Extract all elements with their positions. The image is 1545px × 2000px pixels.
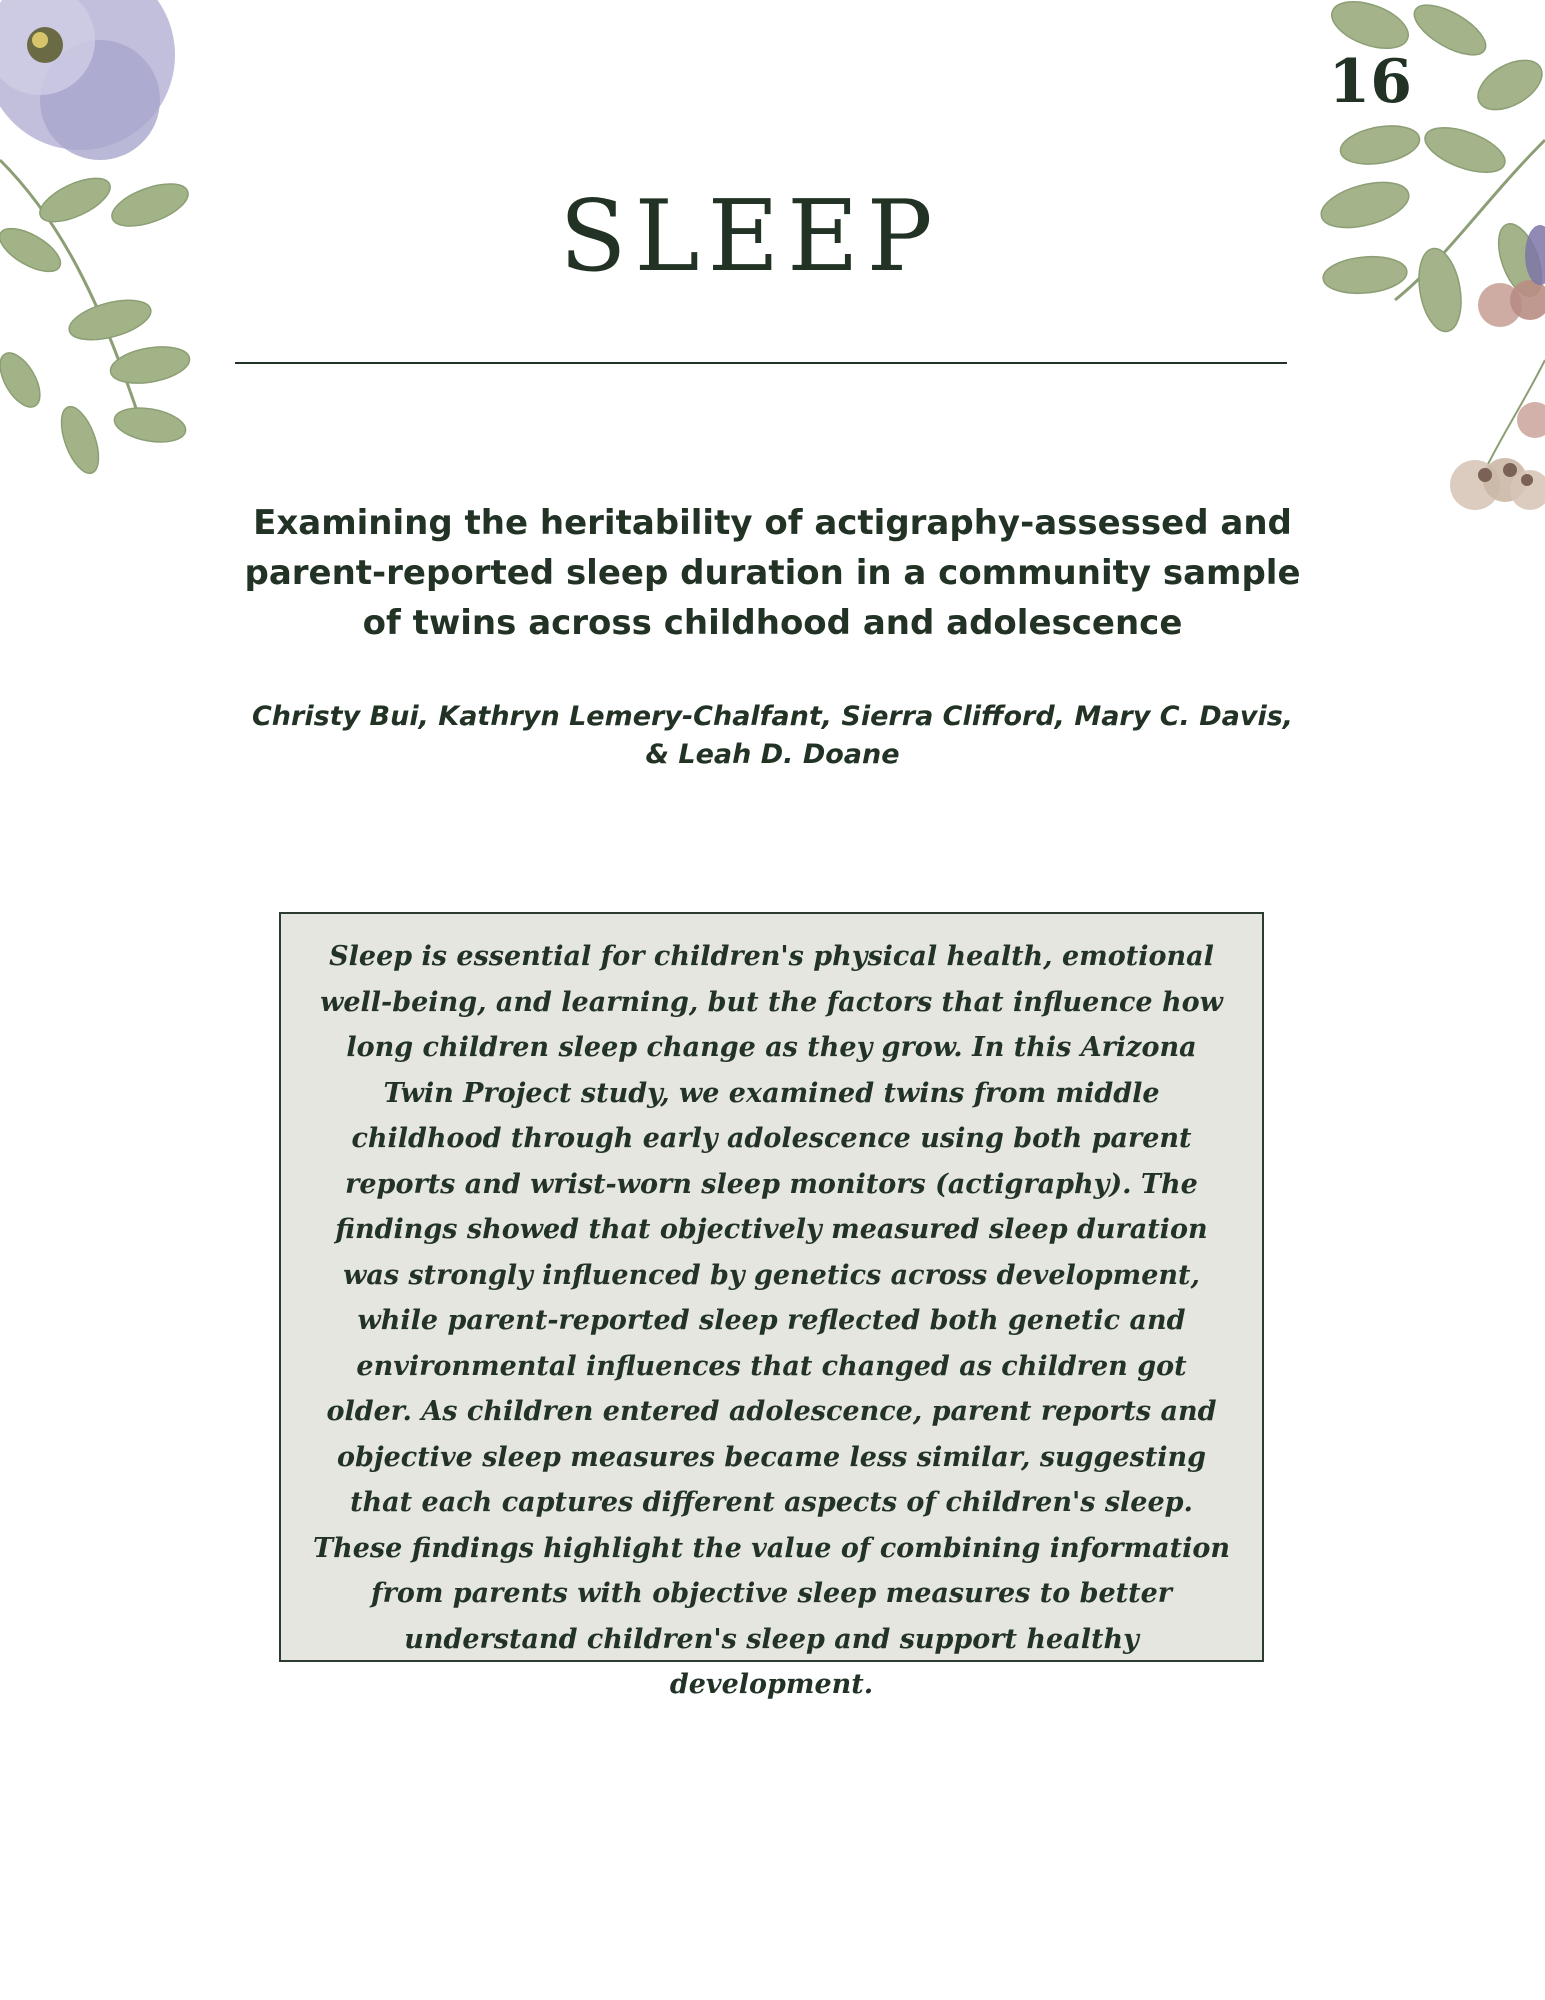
author-list: Christy Bui, Kathryn Lemery-Chalfant, Sierra Clifford, Mary C. Davis, & Leah D. Doane (251, 701, 1294, 770)
page-number: 16 (1328, 47, 1412, 117)
flower-icon (0, 0, 175, 160)
article-subtitle: Examining the heritability of actigraphy-assessed and parent-reported sleep duration in a community sample of twins across childhood and adolescence (244, 503, 1301, 643)
abstract-box (279, 912, 1264, 1700)
abstract-text: Sleep is essential for children's physical health, emotional well-being, and learning, but the factors that influence how long children sleep change as they grow. In this Arizona Twin Project study, we examined twins from middle childhood through early adolescence using both parent reports and wrist-worn sleep monitors (actigraphy). The findings showed that objectively measured sleep duration was strongly influenced by genetics across development, while parent-reported sleep reflected both genetic and environmental influences that changed as children got older. As children entered adolescence, parent reports and objective sleep measures became less similar, suggesting that each captures different aspects of children's sleep. These findings highlight the value of combining information from parents with objective sleep measures to better understand children's sleep and support healthy development. (313, 941, 1230, 1700)
page-title: SLEEP (559, 180, 941, 294)
berry-cluster-icon (1450, 280, 1545, 510)
title-divider (235, 362, 1287, 364)
